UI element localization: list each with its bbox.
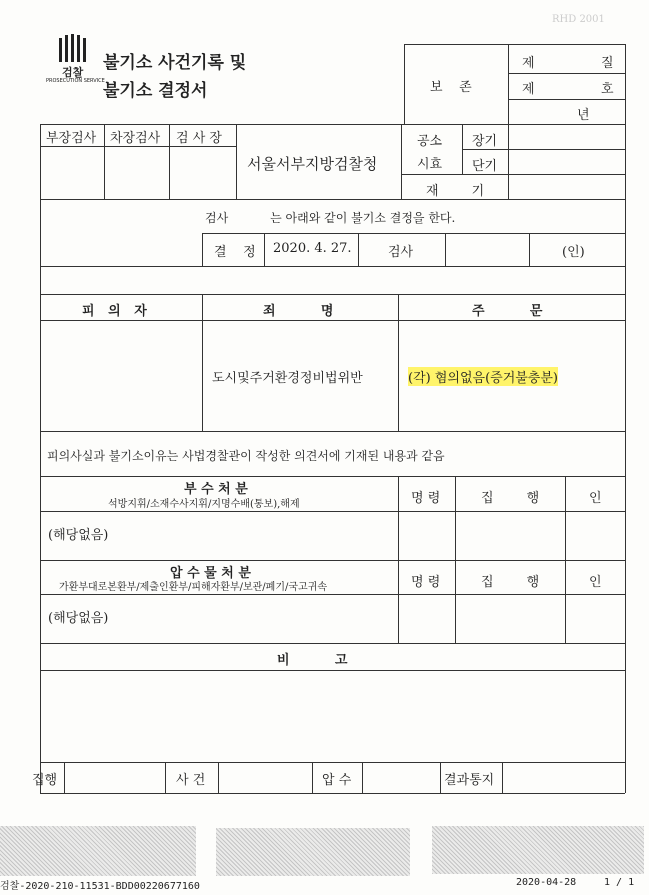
seizure-seal: 인 [589,575,602,590]
decision-label: 결 정 [214,245,256,260]
approver-chief-prosecutor: 부장검사 [46,131,97,146]
seizure-order: 명 령 [411,575,441,590]
approver-chief-of-office: 검 사 장 [176,131,222,146]
logo-subtext: PROSECUTION SERVICE [46,78,105,84]
document-title-line1: 불기소 사건기록 및 [103,53,247,73]
footer-page: 1 / 1 [604,877,635,888]
limitation-long: 장기 [472,134,498,149]
preservation-volume-label: 제 [522,56,535,71]
prosecutor-seal: (인) [562,245,585,260]
column-crime: 죄 명 [263,304,334,319]
ancillary-exec: 집 행 [481,491,540,506]
seizure-value: (해당없음) [48,611,109,626]
document-title-line2: 불기소 결정서 [103,81,208,101]
seizure-exec: 집 행 [481,575,540,590]
office-name: 서울서부지방검찰청 [247,155,378,173]
prosecution-logo-icon [58,34,88,62]
remarks-title: 비 고 [277,653,348,668]
ancillary-subtitle: 석방지휘/소재수사지휘/지명수배(통보),해제 [108,499,300,510]
decision-date: 2020. 4. 27. [273,241,352,256]
column-order: 주 문 [472,304,543,319]
column-suspect: 피 의 자 [82,304,147,319]
order-value: (각) 혐의없음(증거불충분) [408,367,558,386]
crime-value: 도시및주거환경정비법위반 [212,371,363,386]
prosecutor-label: 검사 [388,245,414,260]
footer-doc-id: 검찰-2020-210-11531-BDD00220677160 [0,881,200,892]
bottom-exec: 집행 [32,773,58,788]
bottom-result: 결과통지 [444,773,495,788]
seizure-title: 압 수 물 처 분 [170,566,251,581]
preservation-year-unit: 년 [577,108,590,123]
preservation-number-label: 제 [522,82,535,97]
facts-note: 피의사실과 불기소이유는 사법경찰관이 작성한 의견서에 기재된 내용과 같음 [47,449,445,463]
limitation-label-bottom: 시효 [417,157,443,172]
preservation-label: 보 존 [430,80,472,95]
seizure-subtitle: 가환부대로본환부/제출인환부/피해자환부/보관/폐기/국고귀속 [59,582,328,593]
security-pattern-right [432,826,644,874]
faded-stamp: RHD 2001 [552,14,605,25]
security-pattern-center [216,828,410,876]
preservation-number-unit: 호 [601,82,614,97]
footer-date: 2020-04-28 [516,877,577,888]
bottom-case: 사 건 [176,773,206,788]
ancillary-value: (해당없음) [48,528,109,543]
limitation-label-top: 공소 [417,134,443,149]
ancillary-title: 부 수 처 분 [184,482,248,497]
approver-deputy-chief: 차장검사 [110,131,161,146]
preservation-volume-unit: 질 [601,56,614,71]
logo-text: 검찰 [62,66,84,79]
ancillary-order: 명 령 [411,491,441,506]
bottom-seizure: 압 수 [322,773,352,788]
ancillary-seal: 인 [589,491,602,506]
security-pattern-left [0,826,196,876]
decision-statement: 검사 는 아래와 같이 불기소 결정을 한다. [205,211,456,225]
limitation-restart: 재 기 [426,184,485,199]
limitation-short: 단기 [472,159,498,174]
